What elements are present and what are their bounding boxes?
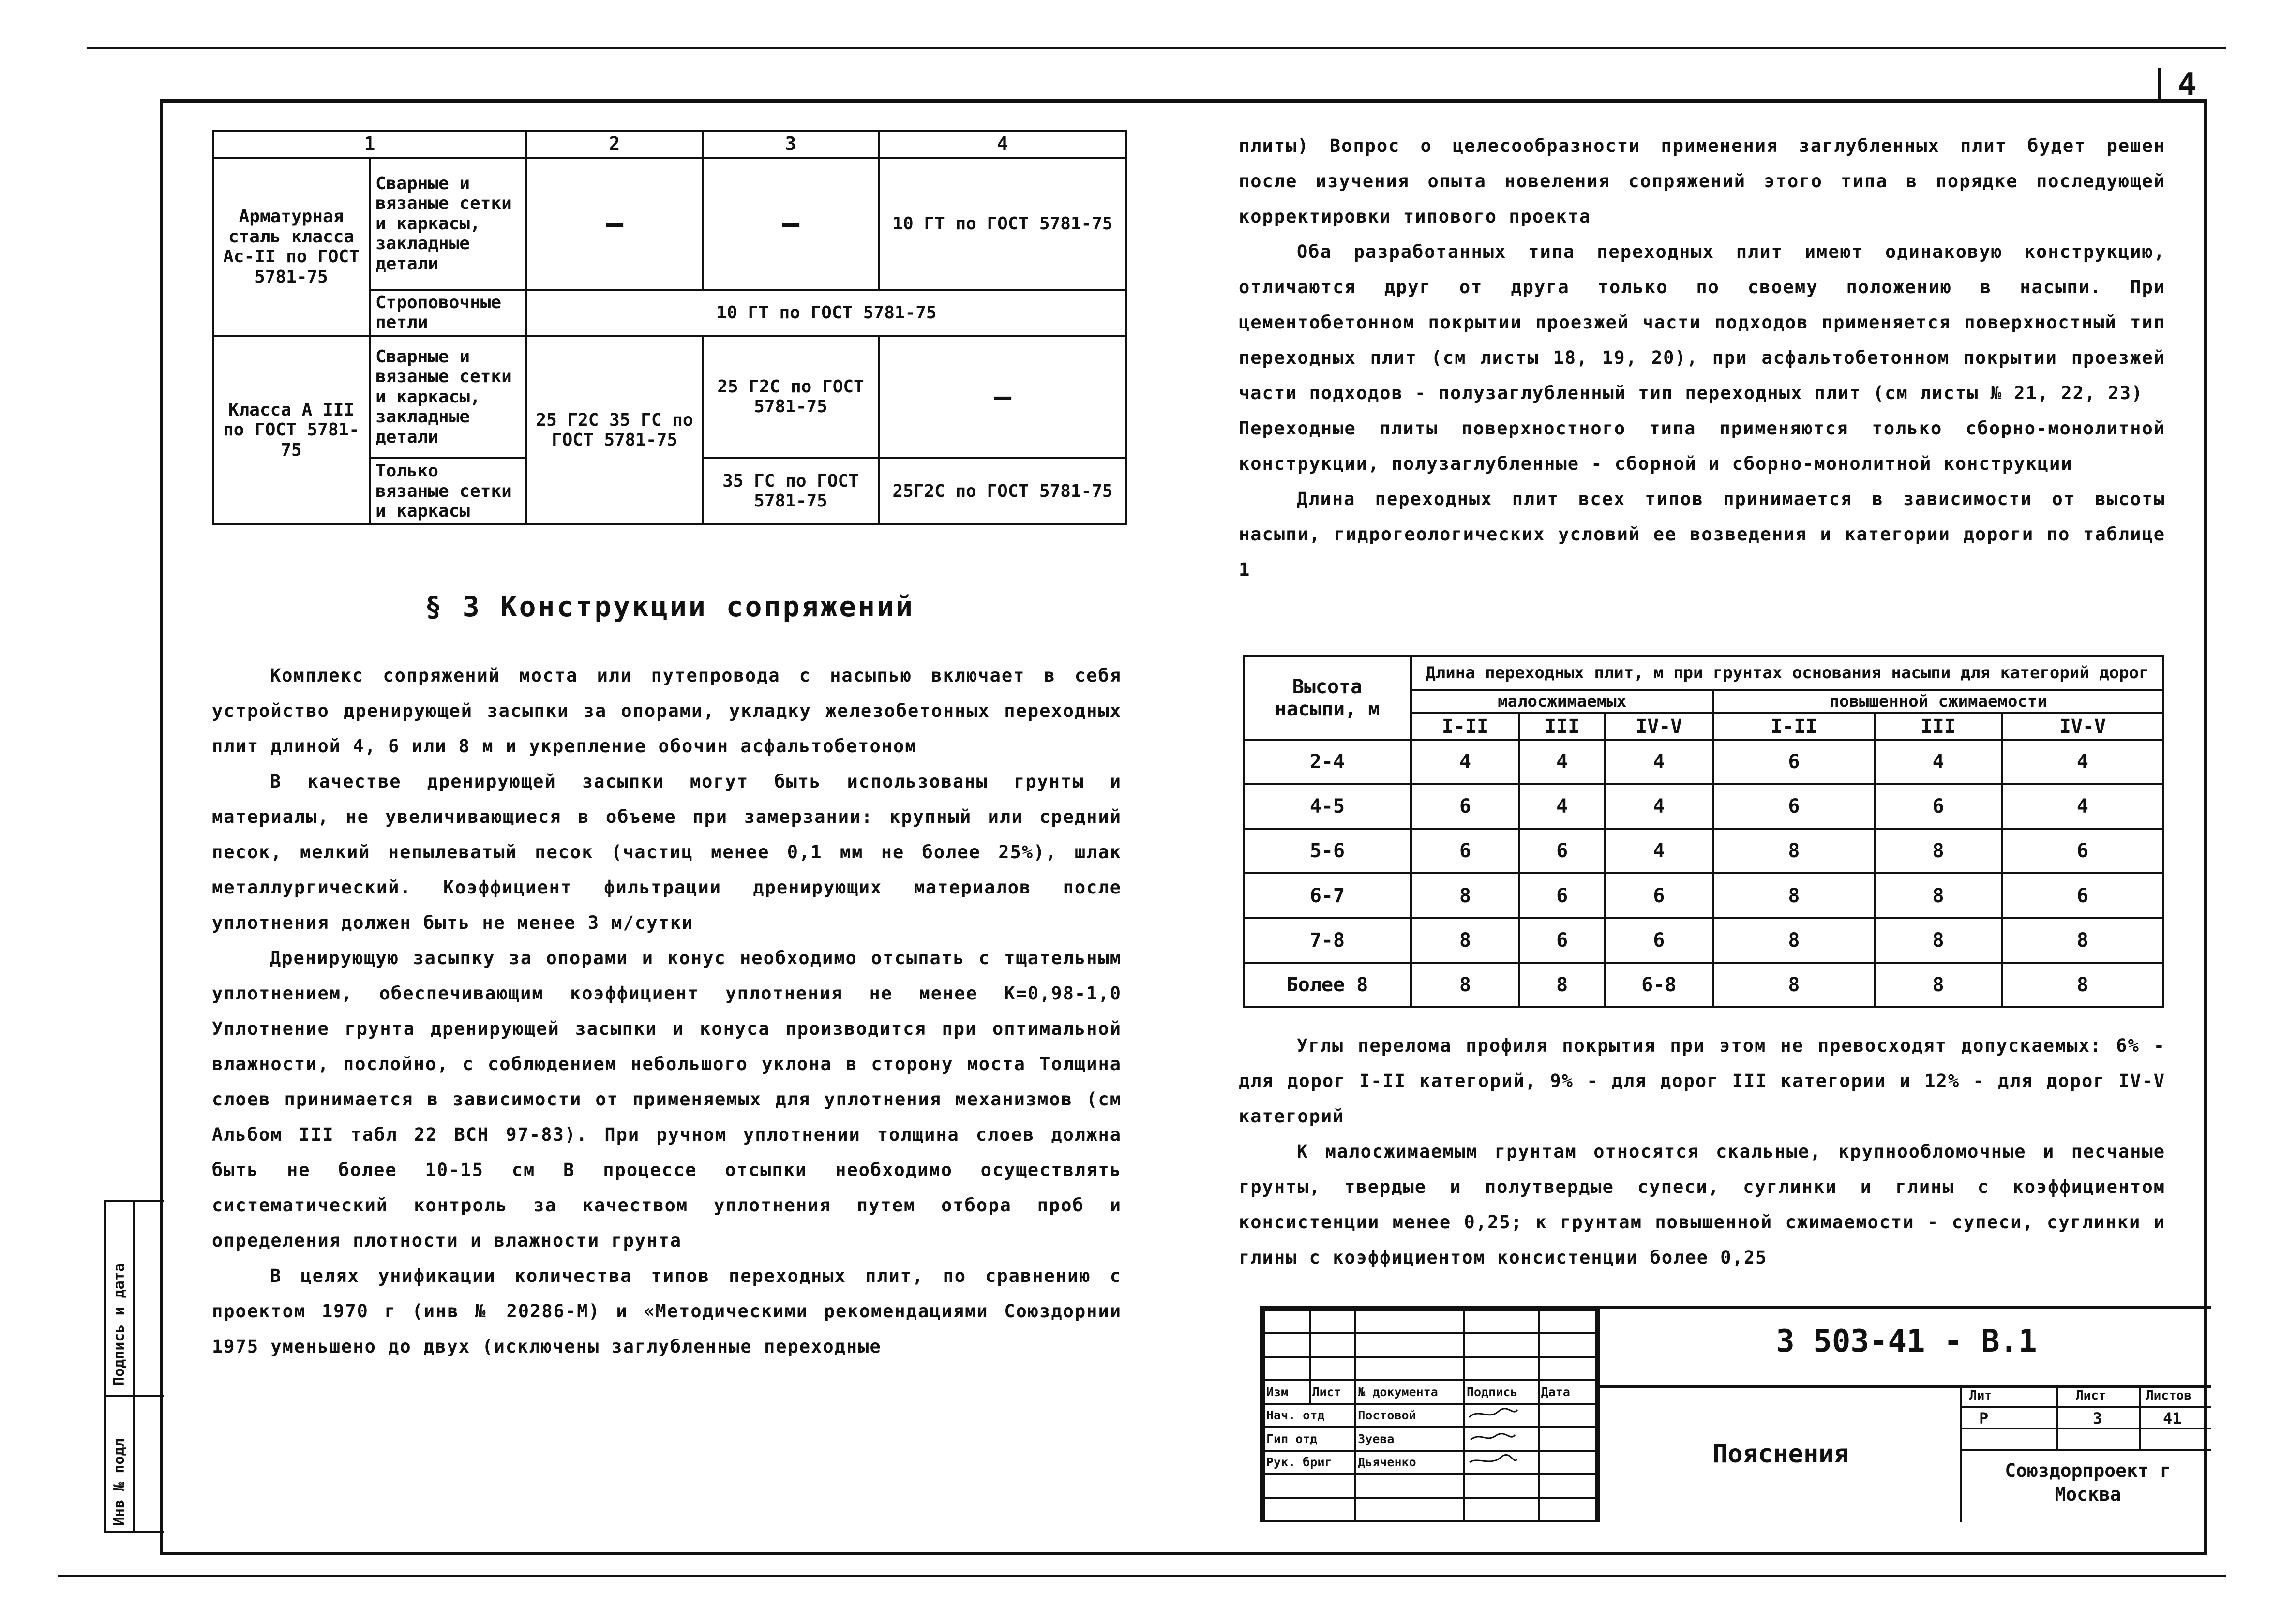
stamp-name: Дьяченко (1355, 1451, 1464, 1474)
product-cell: Сварные и вязаные сетки и каркасы, закладные детали (370, 336, 526, 458)
table-cell: 4 (1605, 829, 1713, 873)
table-cell: 8 (2002, 918, 2163, 963)
height-cell: 5-6 (1244, 829, 1411, 873)
table-cell: 4 (1875, 740, 2001, 784)
table-cell: 6 (2002, 873, 2163, 918)
table-cell: 6 (1519, 918, 1605, 963)
category-header: I-II (1411, 713, 1519, 740)
category-header: I-II (1713, 713, 1875, 740)
table-cell: 8 (1411, 963, 1519, 1007)
stamp-name: Зуева (1355, 1427, 1464, 1450)
table-cell: 6 (1875, 784, 2001, 829)
paragraph: Комплекс сопряжений моста или путепровода с насыпью включает в себя устройство дренирующей засыпки за опорами, укладку железобетонных переходных плит длиной 4, 6 или 8 м и укрепление обочин асфальтобетоном (212, 665, 1122, 757)
inventory-number-label: Инв № подл (111, 1438, 128, 1526)
table-cell: 6 (1713, 740, 1875, 784)
table-cell: 4 (1411, 740, 1519, 784)
right-text-column-top (1239, 128, 2165, 587)
left-text-column (212, 658, 1122, 1364)
table-cell: 8 (1875, 873, 2001, 918)
stamp-label: Лист (1310, 1380, 1356, 1403)
table-cell: 4 (2002, 784, 2163, 829)
table-row (1244, 784, 2163, 829)
stamp-name: Постовой (1355, 1404, 1464, 1427)
table-header-cell: 3 (703, 131, 879, 158)
table-title-cell: Длина переходных плит, м при грунтах основания насыпи для категорий дорог (1411, 656, 2163, 690)
table-cell: 10 ГТ по ГОСТ 5781-75 (526, 290, 1126, 336)
height-cell: 4-5 (1244, 784, 1411, 829)
product-cell: Сварные и вязаные сетки и каркасы, закладные детали (370, 158, 526, 289)
table-row (1244, 829, 2163, 873)
binding-strip (104, 1200, 164, 1533)
table-cell: 25Г2С по ГОСТ 5781-75 (879, 458, 1126, 524)
stamp-label: № документа (1355, 1380, 1464, 1403)
table-cell: 6 (1605, 873, 1713, 918)
paragraph: Оба разработанных типа переходных плит имеют одинаковую конструкцию, отличаются друг от друга только по своему положению в насыпи. При цементобетонном покрытии проезжей части подходов применяется поверхностный тип переходных плит (см листы 18, 19, 20), при асфальтобетонном покрытии проезжей части подходов - полузаглубленный тип переходных плит (см листы № 21, 22, 23) (1239, 241, 2165, 403)
page-number-box: 4 (2158, 68, 2214, 102)
table-cell: 6 (1411, 784, 1519, 829)
category-header: III (1519, 713, 1605, 740)
paragraph: Длина переходных плит всех типов принимается в зависимости от высоты насыпи, гидрогеологических условий ее возведения и категории дороги по таблице 1 (1239, 489, 2165, 580)
category-header: IV-V (2002, 713, 2163, 740)
right-text-column-bottom (1239, 1028, 2165, 1275)
category-header: IV-V (1605, 713, 1713, 740)
paragraph: К малосжимаемым грунтам относятся скальные, крупнообломочные и песчаные грунты, твердые и полутвердые супеси, суглинки и глины с коэффициентом консистенции менее 0,25; к грунтам повышенной сжимаемости - супеси, суглинки и глины с коэффициентом консистенции более 0,25 (1239, 1141, 2165, 1268)
signature-cell (1464, 1404, 1539, 1427)
stage-value: Р (1979, 1409, 1989, 1428)
table-cell: 4 (1519, 784, 1605, 829)
materials-table (212, 130, 1127, 525)
height-cell: 6-7 (1244, 873, 1411, 918)
paragraph: В качестве дренирующей засыпки могут быть использованы грунты и материалы, не увеличивающиеся в объеме при замерзании: крупный или средний песок, мелкий непылеватый песок (частиц менее 0,1 мм не более 25%), шлак металлургический. Коэффициент фильтрации дренирующих материалов после уплотнения должен быть не менее 3 м/сутки (212, 771, 1122, 933)
revision-table (1263, 1309, 1597, 1522)
table-cell: 6 (1713, 784, 1875, 829)
table-cell: 8 (1875, 963, 2001, 1007)
table-cell: 4 (1519, 740, 1605, 784)
table-header-cell: 1 (213, 131, 526, 158)
table-cell: 10 ГТ по ГОСТ 5781-75 (879, 158, 1126, 289)
table-cell: 6-8 (1605, 963, 1713, 1007)
stamp-role: Гип отд (1264, 1427, 1355, 1450)
table-cell: 4 (1605, 740, 1713, 784)
plate-length-table (1243, 655, 2164, 1008)
height-cell: 7-8 (1244, 918, 1411, 963)
height-cell: Более 8 (1244, 963, 1411, 1007)
paragraph: плиты) Вопрос о целесообразности применения заглубленных плит будет решен после изучения опыта новеления сопряжений этого типа в порядке последующей корректировки типового проекта (1239, 135, 2165, 227)
top-edge-line (87, 47, 2226, 49)
table-header-cell: 4 (879, 131, 1126, 158)
steel-class-cell: Арматурная сталь класса Ас-II по ГОСТ 5781-75 (213, 158, 370, 336)
steel-class-cell: Класса А III по ГОСТ 5781-75 (213, 336, 370, 524)
table-cell: — (879, 336, 1126, 458)
stamp-label: Подпись (1464, 1380, 1539, 1403)
stamp-label: Дата (1539, 1380, 1596, 1403)
paragraph: В целях унификации количества типов переходных плит, по сравнению с проектом 1970 г (инв № 20286-М) и «Методическими рекомендациями Союздорнии 1975 уменьшено до двух (исключены заглубленные переходные (212, 1266, 1122, 1357)
sheets-label: Листов (2146, 1388, 2191, 1403)
table-cell: 8 (1411, 918, 1519, 963)
product-cell: Только вязаные сетки и каркасы (370, 458, 526, 524)
table-cell: 35 ГС по ГОСТ 5781-75 (703, 458, 879, 524)
table-cell: 6 (1519, 829, 1605, 873)
category-header: III (1875, 713, 2001, 740)
table-cell: 8 (1713, 829, 1875, 873)
product-cell: Строповочные петли (370, 290, 526, 336)
stamp-label: Изм (1264, 1380, 1310, 1403)
table-cell: 25 Г2С 35 ГС по ГОСТ 5781-75 (526, 336, 703, 524)
drawing-code: 3 503-41 - В.1 (1776, 1324, 2037, 1359)
sheet-label: Лист (2076, 1388, 2106, 1403)
table-cell: 8 (1411, 873, 1519, 918)
table-cell: 8 (1519, 963, 1605, 1007)
title-block (1260, 1306, 2211, 1522)
signature-mark (1467, 1454, 1520, 1468)
table-row (1244, 918, 2163, 963)
sheet-value: 3 (2093, 1409, 2102, 1428)
height-header: Высота насыпи, м (1244, 656, 1411, 740)
stamp-role: Нач. отд (1264, 1404, 1355, 1427)
table-cell: 25 Г2С по ГОСТ 5781-75 (703, 336, 879, 458)
table-row (1244, 963, 2163, 1007)
section-title: § 3 Конструкции сопряжений (425, 590, 915, 623)
paragraph: Дренирующую засыпку за опорами и конус необходимо отсыпать с тщательным уплотнением, обеспечивающим коэффициент уплотнения не менее К=0,98-1,0 Уплотнение грунта дренирующей засыпки и конуса производится при оптимальной влажности, послойно, с соблюдением небольшого уклона в сторону моста Толщина слоев принимается в зависимости от применяемых для уплотнения механизмов (см Альбом III табл 22 ВСН 97-83). При ручном уплотнении толщина слоев должна быть не более 10-15 см В процессе отсыпки необходимо осуществлять систематический контроль за качеством уплотнения путем отбора проб и определения плотности и влажности грунта (212, 948, 1122, 1251)
height-cell: 2-4 (1244, 740, 1411, 784)
signature-mark (1467, 1430, 1520, 1444)
table-row (1244, 740, 2163, 784)
signature-cell (1464, 1451, 1539, 1474)
signature-mark (1467, 1407, 1520, 1421)
stage-label: Лит (1969, 1388, 1992, 1403)
organization: Союздорпроект г Москва (2005, 1460, 2171, 1505)
table-cell: 6 (1411, 829, 1519, 873)
sheets-value: 41 (2163, 1409, 2182, 1428)
table-cell: — (703, 158, 879, 289)
paragraph: Переходные плиты поверхностного типа применяются только сборно-монолитной конструкции, полузаглубленные - сборной и сборно-монолитной конструкции (1239, 418, 2165, 474)
table-cell: — (526, 158, 703, 289)
table-cell: 8 (1713, 918, 1875, 963)
table-cell: 8 (1875, 829, 2001, 873)
table-cell: 4 (2002, 740, 2163, 784)
table-cell: 8 (2002, 963, 2163, 1007)
table-cell: 8 (1713, 963, 1875, 1007)
paragraph: Углы перелома профиля покрытия при этом не превосходят допускаемых: 6% - для дорог I-II категорий, 9% - для дорог III категории и 12% - для дорог IV-V категорий (1239, 1035, 2165, 1127)
table-header-cell: 2 (526, 131, 703, 158)
bottom-edge-line (58, 1575, 2226, 1577)
table-cell: 6 (1519, 873, 1605, 918)
table-row (1244, 873, 2163, 918)
table-cell: 8 (1713, 873, 1875, 918)
sheet-title: Пояснения (1712, 1440, 1849, 1469)
group-header: повышенной сжимаемости (1713, 690, 2163, 713)
group-header: малосжимаемых (1411, 690, 1713, 713)
table-cell: 8 (1875, 918, 2001, 963)
stamp-role: Рук. бриг (1264, 1451, 1355, 1474)
signature-cell (1464, 1427, 1539, 1450)
table-cell: 4 (1605, 784, 1713, 829)
table-cell: 6 (1605, 918, 1713, 963)
table-cell: 6 (2002, 829, 2163, 873)
signature-date-label: Подпись и дата (111, 1263, 128, 1385)
